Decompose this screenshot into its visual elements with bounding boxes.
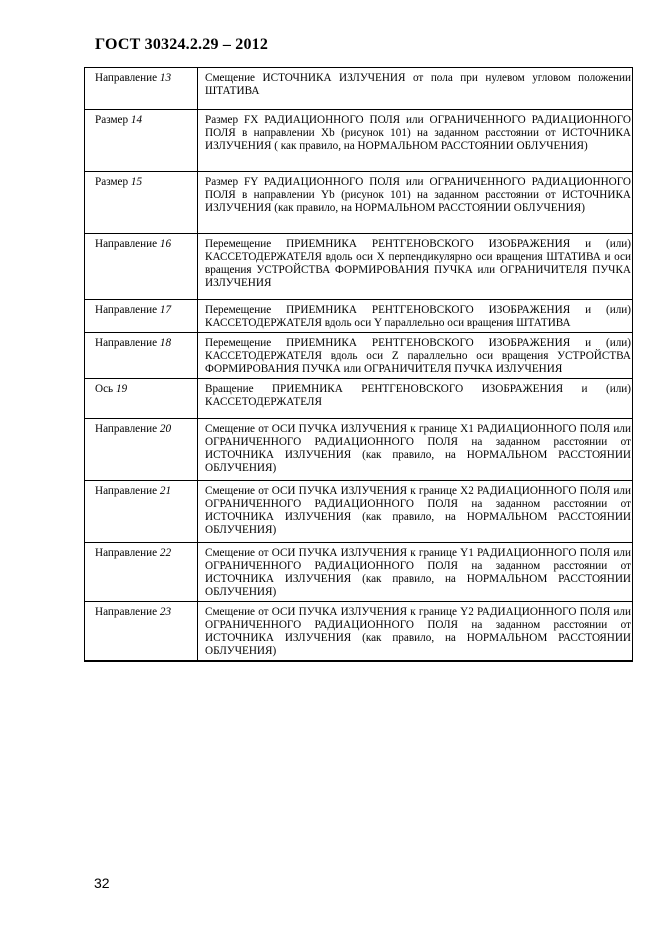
- definition-cell: Перемещение ПРИЕМНИКА РЕНТГЕНОВСКОГО ИЗОБРАЖЕНИЯ и (или) КАССЕТОДЕРЖАТЕЛЯ вдоль оси Z параллельно оси вращения УСТРОЙСТВА ФОРМИРОВАНИЯ ПУЧКА или ОГРАНИЧИТЕЛЯ ПУЧКА ИЗЛУЧЕНИЯ: [198, 333, 633, 379]
- term-cell: [85, 110, 198, 172]
- term-cell: [85, 419, 198, 481]
- term-cell: [85, 602, 198, 662]
- term-label: Направление: [95, 304, 158, 316]
- table-row: [85, 110, 633, 172]
- table-row: [85, 602, 633, 662]
- term-label: Направление: [95, 423, 158, 435]
- term-cell: [85, 543, 198, 602]
- definition-cell: Размер FX РАДИАЦИОННОГО ПОЛЯ или ОГРАНИЧЕННОГО РАДИАЦИОННОГО ПОЛЯ в направлении Xb (рисунок 101) на заданном расстоянии от ИСТОЧНИКА ИЗЛУЧЕНИЯ ( как правило, на НОРМАЛЬНОМ РАССТОЯНИИ ОБЛУЧЕНИЯ): [198, 110, 633, 172]
- definition-cell: Вращение ПРИЕМНИКА РЕНТГЕНОВСКОГО ИЗОБРАЖЕНИЯ и (или) КАССЕТОДЕРЖАТЕЛЯ: [198, 379, 633, 419]
- table-row: [85, 234, 633, 300]
- term-number: 21: [159, 485, 172, 497]
- term-label: Направление: [95, 547, 158, 559]
- term-number: 16: [159, 238, 172, 250]
- term-cell: [85, 68, 198, 110]
- term-number: 17: [159, 304, 172, 316]
- term-label: Направление: [95, 238, 158, 250]
- table-row: [85, 68, 633, 110]
- term-cell: [85, 234, 198, 300]
- definition-cell: Смещение от ОСИ ПУЧКА ИЗЛУЧЕНИЯ к границе Y2 РАДИАЦИОННОГО ПОЛЯ или ОГРАНИЧЕННОГО РАДИАЦИОННОГО ПОЛЯ на заданном расстоянии от ИСТОЧНИКА ИЗЛУЧЕНИЯ (как правило, на НОРМАЛЬНОМ РАССТОЯНИИ ОБЛУЧЕНИЯ): [198, 602, 633, 662]
- term-number: 15: [130, 176, 143, 188]
- term-label: Размер: [95, 176, 129, 188]
- term-number: 23: [159, 606, 172, 618]
- document-header: ГОСТ 30324.2.29 – 2012: [95, 36, 269, 53]
- term-cell: [85, 300, 198, 333]
- term-cell: [85, 333, 198, 379]
- table-row: [85, 419, 633, 481]
- term-label: Ось: [95, 383, 114, 395]
- table-row: [85, 172, 633, 234]
- term-number: 13: [159, 72, 172, 84]
- term-number: 14: [130, 114, 143, 126]
- definition-cell: Смещение от ОСИ ПУЧКА ИЗЛУЧЕНИЯ к границе X1 РАДИАЦИОННОГО ПОЛЯ или ОГРАНИЧЕННОГО РАДИАЦИОННОГО ПОЛЯ на заданном расстоянии от ИСТОЧНИКА ИЗЛУЧЕНИЯ (как правило, на НОРМАЛЬНОМ РАССТОЯНИИ ОБЛУЧЕНИЯ): [198, 419, 633, 481]
- term-label: Размер: [95, 114, 129, 126]
- page-number: 32: [94, 875, 110, 891]
- term-number: 19: [115, 383, 128, 395]
- table-row: [85, 379, 633, 419]
- term-number: 20: [159, 423, 172, 435]
- term-label: Направление: [95, 337, 158, 349]
- definition-cell: Смещение от ОСИ ПУЧКА ИЗЛУЧЕНИЯ к границе X2 РАДИАЦИОННОГО ПОЛЯ или ОГРАНИЧЕННОГО РАДИАЦИОННОГО ПОЛЯ на заданном расстоянии от ИСТОЧНИКА ИЗЛУЧЕНИЯ (как правило, на НОРМАЛЬНОМ РАССТОЯНИИ ОБЛУЧЕНИЯ): [198, 481, 633, 543]
- table-row: [85, 543, 633, 602]
- table-row: [85, 300, 633, 333]
- definition-cell: Смещение ИСТОЧНИКА ИЗЛУЧЕНИЯ от пола при нулевом угловом положении ШТАТИВА: [198, 68, 633, 110]
- definition-cell: Перемещение ПРИЕМНИКА РЕНТГЕНОВСКОГО ИЗОБРАЖЕНИЯ и (или) КАССЕТОДЕРЖАТЕЛЯ вдоль оси X перпендикулярно оси вращения ШТАТИВА и оси вращения УСТРОЙСТВА ФОРМИРОВАНИЯ ПУЧКА или ОГРАНИЧИТЕЛЯ ПУЧКА ИЗЛУЧЕНИЯ: [198, 234, 633, 300]
- definition-cell: Смещение от ОСИ ПУЧКА ИЗЛУЧЕНИЯ к границе Y1 РАДИАЦИОННОГО ПОЛЯ или ОГРАНИЧЕННОГО РАДИАЦИОННОГО ПОЛЯ на заданном расстоянии от ИСТОЧНИКА ИЗЛУЧЕНИЯ (как правило, на НОРМАЛЬНОМ РАССТОЯНИИ ОБЛУЧЕНИЯ): [198, 543, 633, 602]
- term-label: Направление: [95, 606, 158, 618]
- terms-table: [84, 67, 633, 662]
- term-cell: [85, 172, 198, 234]
- table-row: [85, 481, 633, 543]
- term-cell: [85, 379, 198, 419]
- term-label: Направление: [95, 485, 158, 497]
- definition-cell: Размер FY РАДИАЦИОННОГО ПОЛЯ или ОГРАНИЧЕННОГО РАДИАЦИОННОГО ПОЛЯ в направлении Yb (рисунок 101) на заданном расстоянии от ИСТОЧНИКА ИЗЛУЧЕНИЯ (как правило, на НОРМАЛЬНОМ РАССТОЯНИИ ОБЛУЧЕНИЯ): [198, 172, 633, 234]
- term-number: 18: [159, 337, 172, 349]
- term-label: Направление: [95, 72, 158, 84]
- table-row: [85, 333, 633, 379]
- term-cell: [85, 481, 198, 543]
- definition-cell: Перемещение ПРИЕМНИКА РЕНТГЕНОВСКОГО ИЗОБРАЖЕНИЯ и (или) КАССЕТОДЕРЖАТЕЛЯ вдоль оси Y параллельно оси вращения ШТАТИВА: [198, 300, 633, 333]
- terms-table-body: [85, 68, 633, 662]
- term-number: 22: [159, 547, 172, 559]
